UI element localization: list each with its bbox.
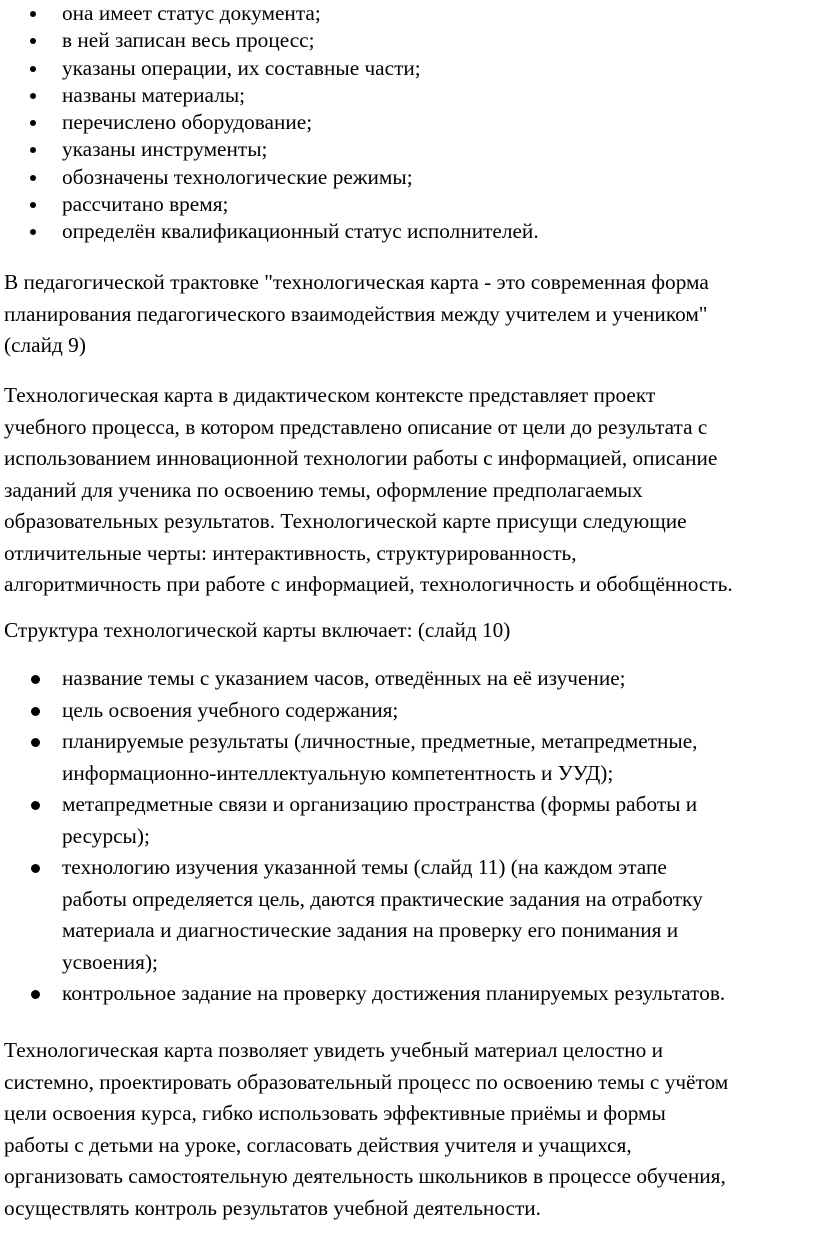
bullet-icon [31, 707, 40, 716]
list-item: метапредметные связи и организацию пространства (формы работы и ресурсы); [0, 789, 725, 852]
paragraph-conclusion: Технологическая карта позволяет увидеть учебный материал целостно и системно, проектировать образовательный процесс по освоению темы с учётом цели освоения курса, гибко использовать эффективные приёмы и формы работы с детьми на уроке, согласовать действия учителя и учащихся, организовать самостоятельную деятельность школьников в процессе обучения, осуществлять контроль результатов учебной деятельности. [4, 1038, 729, 1220]
list-item: технологию изучения указанной темы (слайд 11) (на каждом этапе работы определяется цель, даются практические задания на отработку материала и диагностические задания на проверку его понимания и усвоения); [0, 852, 725, 978]
list-item: она имеет статус документа; [0, 0, 539, 27]
list-item: контрольное задание на проверку достижения планируемых результатов. [0, 978, 725, 1010]
paragraph-structure-intro: Структура технологической карты включает: (слайд 10) [4, 618, 511, 642]
features-list [0, 0, 539, 246]
bullet-icon [31, 675, 40, 684]
bullet-icon [30, 120, 36, 126]
list-item: рассчитано время; [0, 191, 539, 218]
list-item: указаны инструменты; [0, 136, 539, 163]
list-item: планируемые результаты (личностные, предметные, метапредметные, информационно-интеллектуальную компетентность и УУД); [0, 726, 725, 789]
bullet-icon [31, 801, 40, 810]
paragraph-didactic-context: Технологическая карта в дидактическом контексте представляет проект учебного процесса, в котором представлено описание от цели до результата с использованием инновационной технологии работы с информацией, описание заданий для ученика по освоению темы, оформление предполагаемых образовательных результатов. Технологической карте присущи следующие отличительные черты: интерактивность, структурированность, алгоритмичность при работе с информацией, технологичность и обобщённость. [4, 383, 733, 596]
bullet-icon [30, 229, 36, 235]
bullet-icon [31, 990, 40, 999]
bullet-icon [31, 864, 40, 873]
list-item: названы материалы; [0, 82, 539, 109]
bullet-icon [31, 738, 40, 747]
bullet-icon [30, 147, 36, 153]
paragraph-pedagogical-definition: В педагогической трактовке "технологическая карта - это современная форма планирования педагогического взаимодействия между учителем и учеником" (слайд 9) [4, 270, 709, 357]
list-item: в ней записан весь процесс; [0, 27, 539, 54]
list-item: цель освоения учебного содержания; [0, 695, 725, 727]
bullet-icon [30, 66, 36, 72]
bullet-icon [30, 38, 36, 44]
list-item: обозначены технологические режимы; [0, 164, 539, 191]
list-item: название темы с указанием часов, отведённых на её изучение; [0, 663, 725, 695]
structure-list [0, 663, 725, 1010]
list-item: определён квалификационный статус исполнителей. [0, 218, 539, 245]
bullet-icon [30, 175, 36, 181]
bullet-icon [30, 93, 36, 99]
list-item: указаны операции, их составные части; [0, 55, 539, 82]
bullet-icon [30, 11, 36, 17]
list-item: перечислено оборудование; [0, 109, 539, 136]
bullet-icon [30, 202, 36, 208]
